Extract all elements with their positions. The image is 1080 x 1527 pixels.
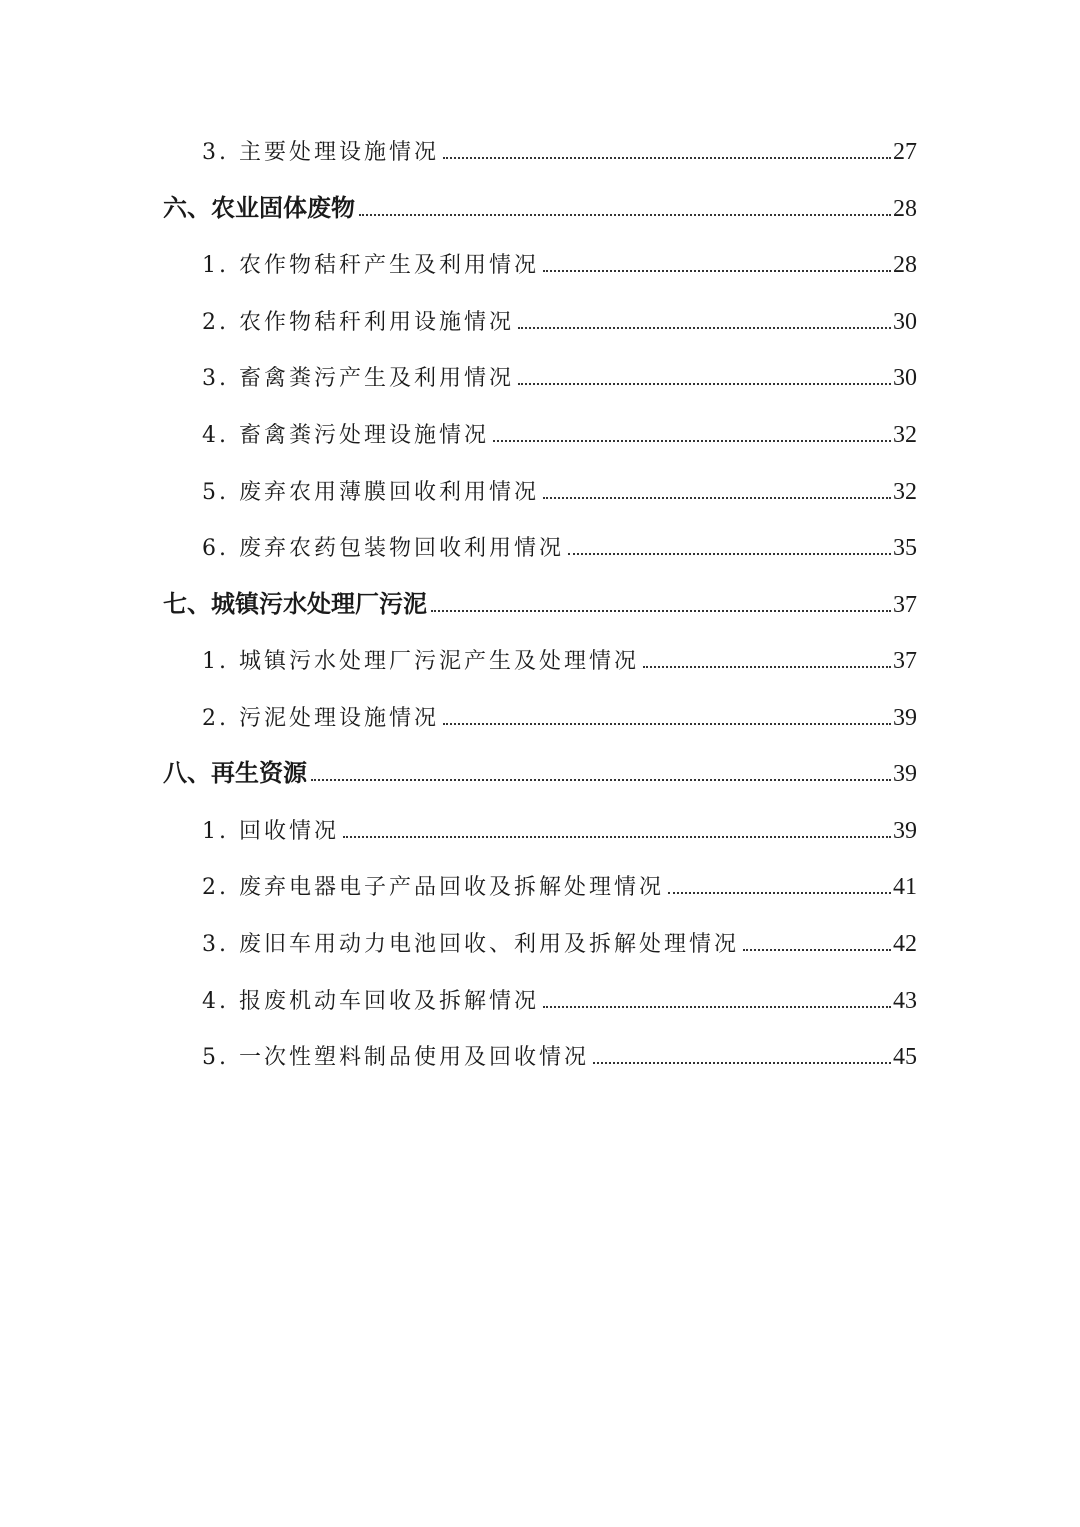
toc-entry[interactable] xyxy=(0,867,1080,907)
toc-section-title: 六、农业固体废物 xyxy=(163,194,355,222)
toc-entry-page: 39 xyxy=(893,705,917,731)
toc-entry-title: 5. 废弃农用薄膜回收利用情况 xyxy=(202,480,539,505)
dot-leader xyxy=(593,1062,891,1064)
toc-entry[interactable] xyxy=(0,245,1080,285)
toc-entry[interactable] xyxy=(0,698,1080,738)
toc-entry-title: 6. 废弃农药包装物回收利用情况 xyxy=(202,536,564,561)
toc-entry-page: 42 xyxy=(893,931,917,957)
toc-entry[interactable] xyxy=(0,528,1080,568)
toc-entry-page: 28 xyxy=(893,252,917,278)
dot-leader xyxy=(343,836,891,838)
dot-leader xyxy=(443,157,891,159)
toc-entry-page: 32 xyxy=(893,422,917,448)
toc-entry-title: 3. 废旧车用动力电池回收、利用及拆解处理情况 xyxy=(202,932,739,957)
toc-section[interactable] xyxy=(0,754,1080,794)
toc-entry[interactable] xyxy=(0,358,1080,398)
toc-entry-title: 3. 主要处理设施情况 xyxy=(202,140,439,165)
toc-entry-page: 39 xyxy=(893,818,917,844)
toc-entry[interactable] xyxy=(0,641,1080,681)
toc-entry-page: 28 xyxy=(893,196,917,222)
toc-entry-title: 1. 回收情况 xyxy=(202,819,339,844)
toc-entry-title: 4. 畜禽粪污处理设施情况 xyxy=(202,423,489,448)
toc-entry-page: 37 xyxy=(893,592,917,618)
toc-entry-title: 3. 畜禽粪污产生及利用情况 xyxy=(202,366,514,391)
toc-entry-page: 37 xyxy=(893,648,917,674)
toc-entry-page: 27 xyxy=(893,139,917,165)
toc-entry[interactable] xyxy=(0,132,1080,172)
dot-leader xyxy=(443,723,891,725)
toc-section[interactable] xyxy=(0,585,1080,625)
toc-entry-page: 39 xyxy=(893,761,917,787)
toc-section-title: 七、城镇污水处理厂污泥 xyxy=(163,590,427,618)
dot-leader xyxy=(668,892,891,894)
toc-entry[interactable] xyxy=(0,302,1080,342)
dot-leader xyxy=(643,666,891,668)
toc-entry[interactable] xyxy=(0,415,1080,455)
toc-entry-title: 4. 报废机动车回收及拆解情况 xyxy=(202,989,539,1014)
toc-entry[interactable] xyxy=(0,811,1080,851)
dot-leader xyxy=(743,949,891,951)
dot-leader xyxy=(359,214,891,216)
toc-entry-title: 1. 农作物秸秆产生及利用情况 xyxy=(202,253,539,278)
toc-entry-title: 5. 一次性塑料制品使用及回收情况 xyxy=(202,1045,589,1070)
dot-leader xyxy=(518,383,891,385)
toc-entry-page: 43 xyxy=(893,988,917,1014)
toc-entry-page: 32 xyxy=(893,479,917,505)
toc-entry[interactable] xyxy=(0,1037,1080,1077)
toc-section-title: 八、再生资源 xyxy=(163,759,307,787)
dot-leader xyxy=(431,610,891,612)
toc-entry[interactable] xyxy=(0,924,1080,964)
toc-entry-page: 41 xyxy=(893,874,917,900)
toc-entry-title: 2. 污泥处理设施情况 xyxy=(202,706,439,731)
dot-leader xyxy=(493,440,891,442)
dot-leader xyxy=(311,779,891,781)
toc-entry[interactable] xyxy=(0,981,1080,1021)
toc-entry-page: 30 xyxy=(893,309,917,335)
toc-entry-page: 30 xyxy=(893,365,917,391)
toc-entry[interactable] xyxy=(0,472,1080,512)
toc-entry-title: 2. 废弃电器电子产品回收及拆解处理情况 xyxy=(202,875,664,900)
toc-entry-title: 2. 农作物秸秆利用设施情况 xyxy=(202,310,514,335)
toc-entry-title: 1. 城镇污水处理厂污泥产生及处理情况 xyxy=(202,649,639,674)
dot-leader xyxy=(543,497,891,499)
toc-entry-page: 45 xyxy=(893,1044,917,1070)
toc-entry-page: 35 xyxy=(893,535,917,561)
dot-leader xyxy=(543,270,891,272)
dot-leader xyxy=(568,553,891,555)
dot-leader xyxy=(543,1006,891,1008)
dot-leader xyxy=(518,327,891,329)
toc-section[interactable] xyxy=(0,189,1080,229)
